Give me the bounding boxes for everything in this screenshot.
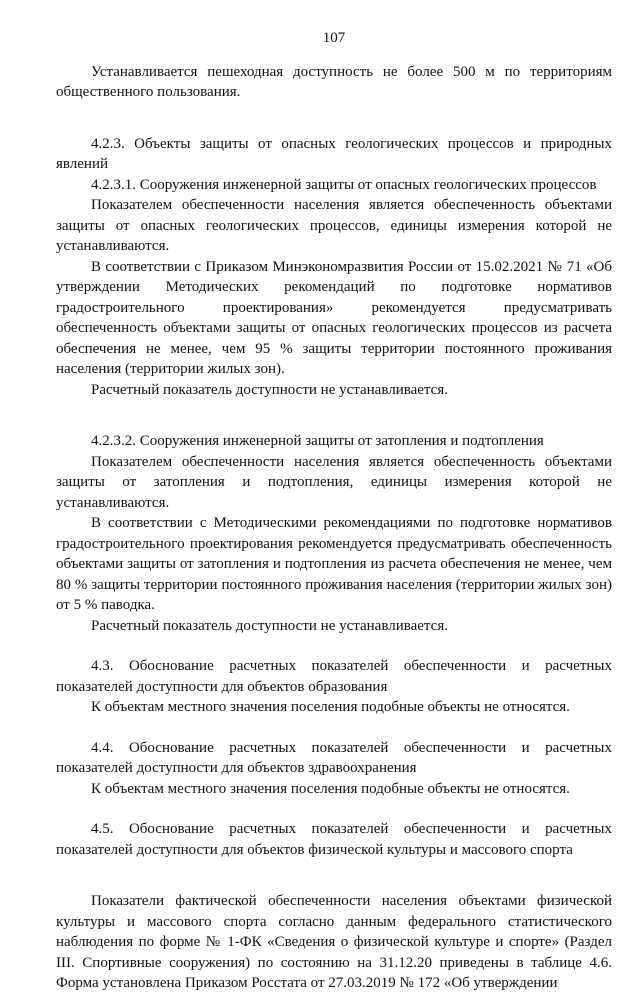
page-number: 107 — [322, 30, 346, 46]
paragraph-pedestrian-access: Устанавливается пешеходная доступность не более 500 м по территориям общественного пользования. — [56, 63, 612, 100]
paragraph-accessibility-not-set: Расчетный показатель доступности не устанавливается. — [91, 617, 448, 634]
paragraph-indicator-geological: Показателем обеспеченности населения является обеспеченность объектами защиты от опасных геологических процессов, единицы измерения которой не устанавливаются. — [56, 197, 612, 254]
subsection-heading-4-2-3-1: 4.2.3.1. Сооружения инженерной защиты от опасных геологических процессов — [91, 176, 597, 193]
paragraph-methodical-recommendations: В соответствии с Методическими рекомендациями по подготовке нормативов градостроительного проектирования рекомендуется предусматривать обеспеченность объектами защиты от затопления и подтопления из расчета обеспечения не менее, чем 80 % защиты территории постоянного проживания населения (территории жилых зон) от 5 % паводка. — [56, 515, 612, 613]
section-heading-4-2-3: 4.2.3. Объекты защиты от опасных геологических процессов и природных явлений — [56, 135, 612, 172]
paragraph-indicator-flooding: Показателем обеспеченности населения является обеспеченность объектами защиты от затопления и подтопления, единицы измерения которой не устанавливаются. — [56, 453, 612, 511]
section-heading-4-3: 4.3. Обоснование расчетных показателей обеспеченности и расчетных показателей доступности для объектов образования — [56, 658, 612, 695]
section-heading-4-4: 4.4. Обоснование расчетных показателей обеспеченности и расчетных показателей доступности для объектов здравоохранения — [56, 739, 612, 776]
paragraph-order-reference: В соответствии с Приказом Минэкономразвития России от 15.02.2021 № 71 «Об утверждении Методических рекомендаций по подготовке нормативов градостроительного проектирования» рекомендуется предусматривать обеспеченность объектами защиты от опасных геологических процессов из расчета обеспечения не менее, чем 95 % защиты территории постоянного проживания населения (территории жилых зон). — [56, 258, 612, 377]
section-heading-4-5: 4.5. Обоснование расчетных показателей обеспеченности и расчетных показателей доступности для объектов физической культуры и массового спорта — [56, 821, 612, 858]
paragraph-accessibility-not-set: Расчетный показатель доступности не устанавливается. — [91, 381, 448, 398]
paragraph-not-applicable: К объектам местного значения поселения подобные объекты не относятся. — [91, 699, 570, 715]
subsection-heading-4-2-3-2: 4.2.3.2. Сооружения инженерной защиты от затопления и подтопления — [91, 433, 544, 449]
paragraph-not-applicable: К объектам местного значения поселения подобные объекты не относятся. — [91, 780, 570, 797]
paragraph-sports-statistics: Показатели фактической обеспеченности населения объектами физической культуры и массового спорта согласно данным федерального статистического наблюдения по форме № 1-ФК «Сведения о физической культуре и спорте» (Раздел III. Спортивные сооружения) по состоянию на 31.12.20 приведены в таблице 4.6. Форма установлена Приказом Росстата от 27.03.2019 № 172 «Об утверждении — [56, 893, 612, 991]
